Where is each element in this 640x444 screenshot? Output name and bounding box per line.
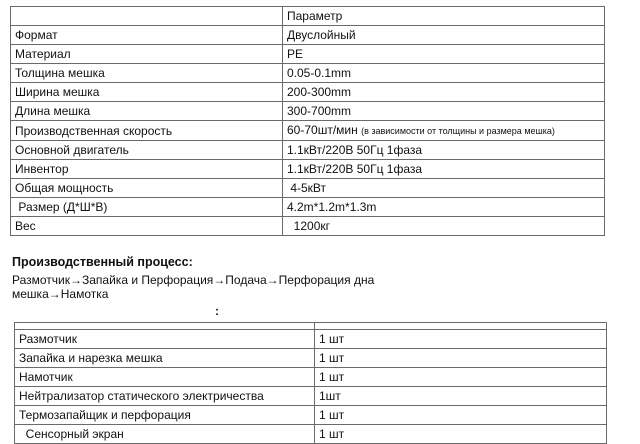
part-name: Запайка и нарезка мешка bbox=[15, 349, 315, 368]
spec-label: Толщина мешка bbox=[11, 64, 283, 83]
spec-table bbox=[10, 6, 605, 236]
part-qty: 1 шт bbox=[315, 330, 607, 349]
process-line: Размотчик→Запайка и Перфорация→Подача→Перфорация дна bbox=[12, 273, 375, 287]
parts-table bbox=[14, 322, 607, 444]
spec-value: 4-5кВт bbox=[283, 179, 605, 198]
header-cell-empty bbox=[11, 7, 283, 26]
spec-note: (в зависимости от толщины и размера мешка) bbox=[361, 126, 555, 136]
table-header-row bbox=[11, 7, 605, 26]
part-qty: 1 шт bbox=[315, 368, 607, 387]
table-row bbox=[11, 179, 605, 198]
table-row bbox=[11, 45, 605, 64]
table-row bbox=[15, 387, 607, 406]
spec-label: Вес bbox=[11, 217, 283, 236]
spec-value: 1.1кВт/220В 50Гц 1фаза bbox=[283, 141, 605, 160]
spec-value-with-note bbox=[283, 121, 605, 141]
table-row bbox=[11, 83, 605, 102]
table-row bbox=[15, 368, 607, 387]
table-row bbox=[15, 406, 607, 425]
spec-label: Длина мешка bbox=[11, 102, 283, 121]
spec-label: Размер (Д*Ш*В) bbox=[11, 198, 283, 217]
spec-label: Ширина мешка bbox=[11, 83, 283, 102]
process-line: мешка→Намотка bbox=[12, 287, 109, 301]
part-name: Намотчик bbox=[15, 368, 315, 387]
spec-value: 1200кг bbox=[283, 217, 605, 236]
spec-value: 60-70шт/мин bbox=[287, 123, 358, 137]
part-name: Термозапайщик и перфорация bbox=[15, 406, 315, 425]
spec-label: Материал bbox=[11, 45, 283, 64]
spec-value: 0.05-0.1mm bbox=[283, 64, 605, 83]
process-description bbox=[12, 273, 432, 301]
table-row bbox=[11, 102, 605, 121]
table-row bbox=[11, 26, 605, 45]
part-qty: 1 шт bbox=[315, 406, 607, 425]
colon-mark: : bbox=[215, 304, 219, 318]
spec-value: 4.2m*1.2m*1.3m bbox=[283, 198, 605, 217]
part-qty: 1шт bbox=[315, 387, 607, 406]
table-row bbox=[11, 217, 605, 236]
process-title: Производственный процесс: bbox=[12, 255, 193, 269]
table-row bbox=[11, 141, 605, 160]
part-qty bbox=[315, 323, 607, 330]
table-row bbox=[15, 330, 607, 349]
table-row bbox=[11, 198, 605, 217]
spec-label: Формат bbox=[11, 26, 283, 45]
part-name: Нейтрализатор статического электричества bbox=[15, 387, 315, 406]
spec-value: Двуслойный bbox=[283, 26, 605, 45]
spec-label: Инвентор bbox=[11, 160, 283, 179]
spec-value: PE bbox=[283, 45, 605, 64]
part-qty: 1 шт bbox=[315, 349, 607, 368]
spec-label: Общая мощность bbox=[11, 179, 283, 198]
spec-label: Производственная скорость bbox=[11, 121, 283, 141]
table-row bbox=[15, 425, 607, 444]
part-name: Размотчик bbox=[15, 330, 315, 349]
table-row bbox=[11, 160, 605, 179]
part-name: Сенсорный экран bbox=[15, 425, 315, 444]
table-row bbox=[15, 323, 607, 330]
table-row bbox=[15, 349, 607, 368]
spec-value: 1.1кВт/220В 50Гц 1фаза bbox=[283, 160, 605, 179]
table-row bbox=[11, 64, 605, 83]
spec-value: 200-300mm bbox=[283, 83, 605, 102]
part-name bbox=[15, 323, 315, 330]
spec-label: Основной двигатель bbox=[11, 141, 283, 160]
spec-value: 300-700mm bbox=[283, 102, 605, 121]
table-row bbox=[11, 121, 605, 141]
part-qty: 1 шт bbox=[315, 425, 607, 444]
header-cell-parameter: Параметр bbox=[283, 7, 605, 26]
